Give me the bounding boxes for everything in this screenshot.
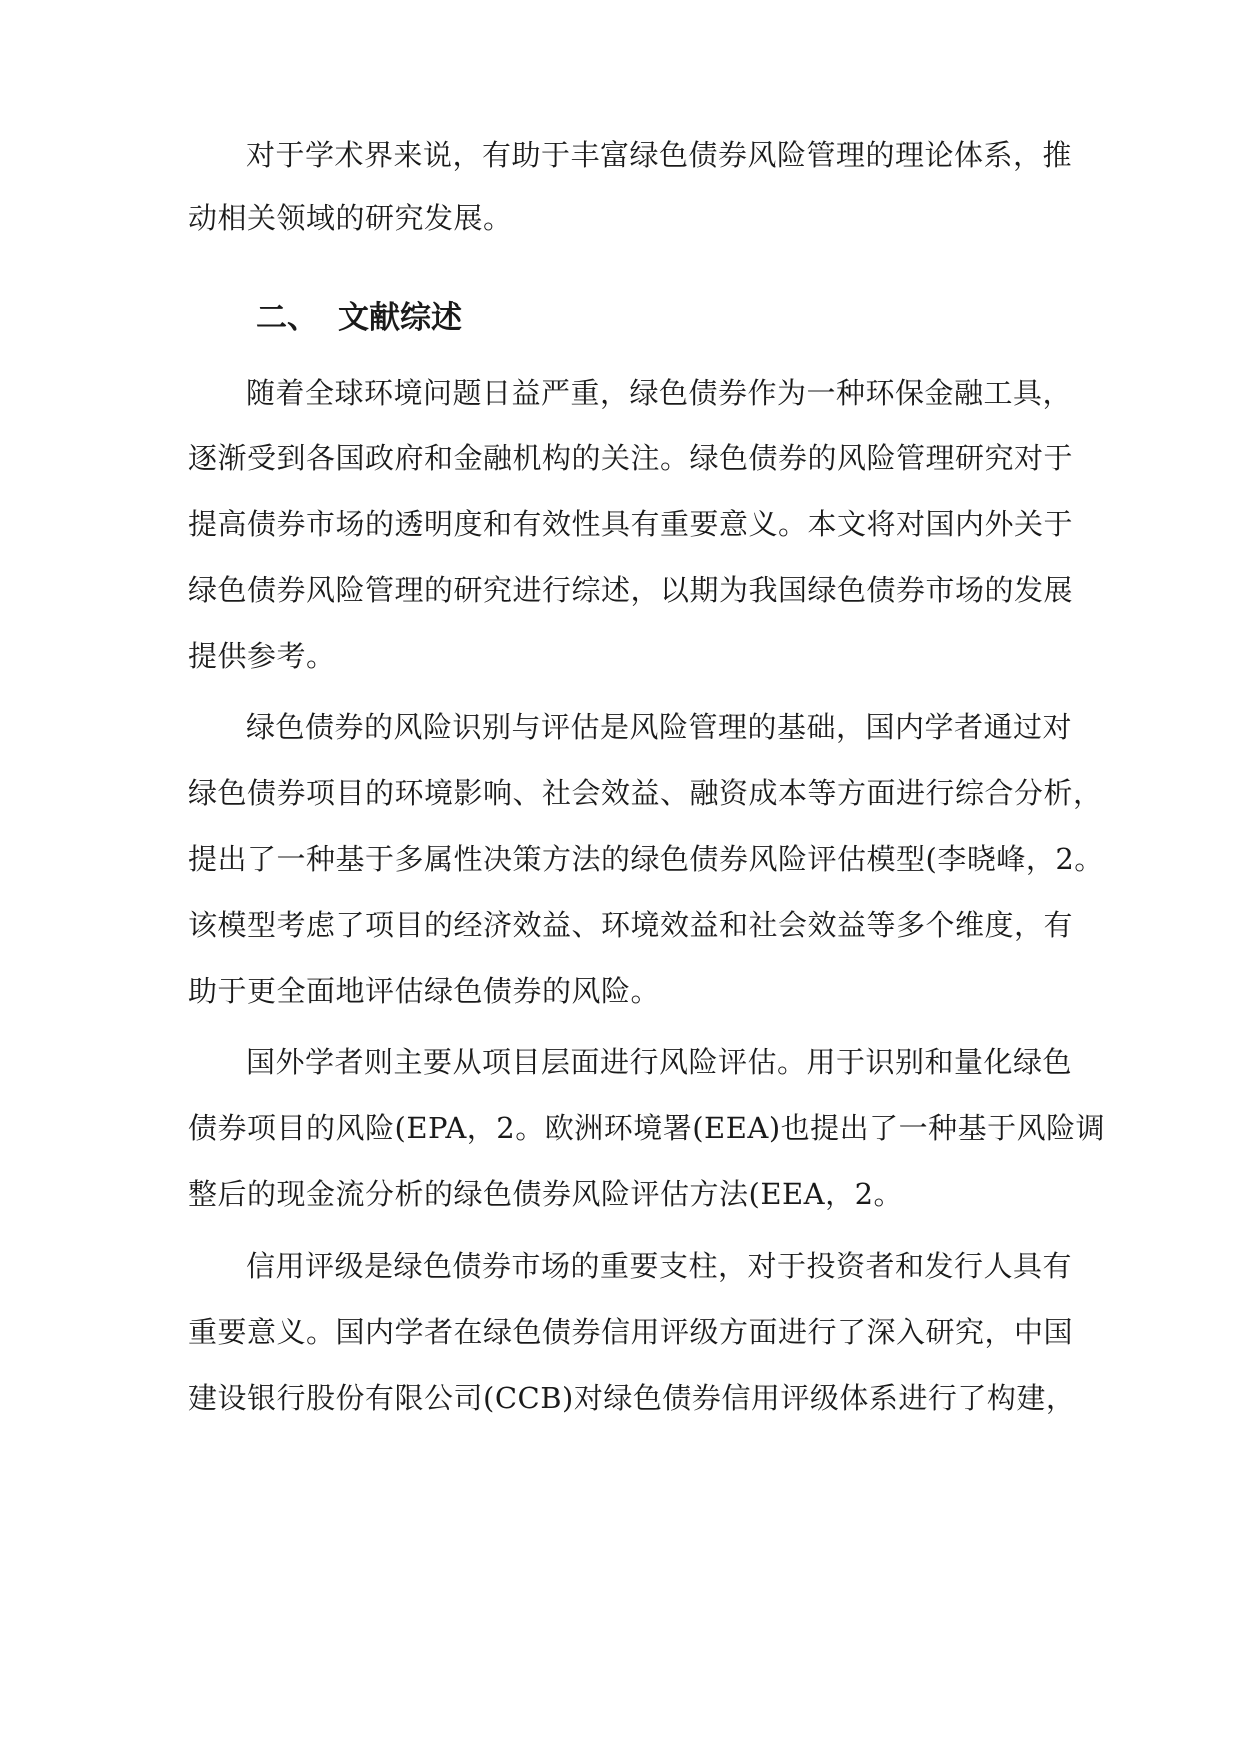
paragraph-line: 建设银行股份有限公司(CCB)对绿色债券信用评级体系进行了构建， <box>188 1381 1076 1415</box>
paragraph-line: 该模型考虑了项目的经济效益、环境效益和社会效益等多个维度，有 <box>188 908 1074 942</box>
section-number: 二、 <box>256 300 318 336</box>
paragraph-line: 提供参考。 <box>188 639 336 673</box>
paragraph-line: 提出了一种基于多属性决策方法的绿色债券风险评估模型(李晓峰，2。 <box>188 842 1104 876</box>
section-title: 文献综述 <box>338 300 462 336</box>
intro-line-1: 对于学术界来说，有助于丰富绿色债券风险管理的理论体系，推 <box>246 138 1073 172</box>
paragraph-line: 随着全球环境问题日益严重，绿色债券作为一种环保金融工具， <box>246 376 1073 410</box>
paragraph-line: 绿色债券的风险识别与评估是风险管理的基础，国内学者通过对 <box>246 710 1073 744</box>
paragraph-line: 债券项目的风险(EPA，2。欧洲环境署(EEA)也提出了一种基于风险调 <box>188 1111 1106 1145</box>
paragraph-line: 重要意义。国内学者在绿色债券信用评级方面进行了深入研究，中国 <box>188 1315 1074 1349</box>
paragraph-line: 国外学者则主要从项目层面进行风险评估。用于识别和量化绿色 <box>246 1045 1073 1079</box>
intro-line-2: 动相关领域的研究发展。 <box>188 201 513 235</box>
paragraph-line: 助于更全面地评估绿色债券的风险。 <box>188 974 661 1008</box>
paragraph-line: 信用评级是绿色债券市场的重要支柱，对于投资者和发行人具有 <box>246 1249 1073 1283</box>
section-heading <box>256 298 462 338</box>
paragraph-line: 绿色债券风险管理的研究进行综述，以期为我国绿色债券市场的发展 <box>188 573 1074 607</box>
paragraph-line: 整后的现金流分析的绿色债券风险评估方法(EEA，2。 <box>188 1177 904 1211</box>
paragraph-line: 提高债券市场的透明度和有效性具有重要意义。本文将对国内外关于 <box>188 507 1074 541</box>
paragraph-line: 逐渐受到各国政府和金融机构的关注。绿色债券的风险管理研究对于 <box>188 441 1074 475</box>
paragraph-line: 绿色债券项目的环境影响、社会效益、融资成本等方面进行综合分析， <box>188 776 1103 810</box>
